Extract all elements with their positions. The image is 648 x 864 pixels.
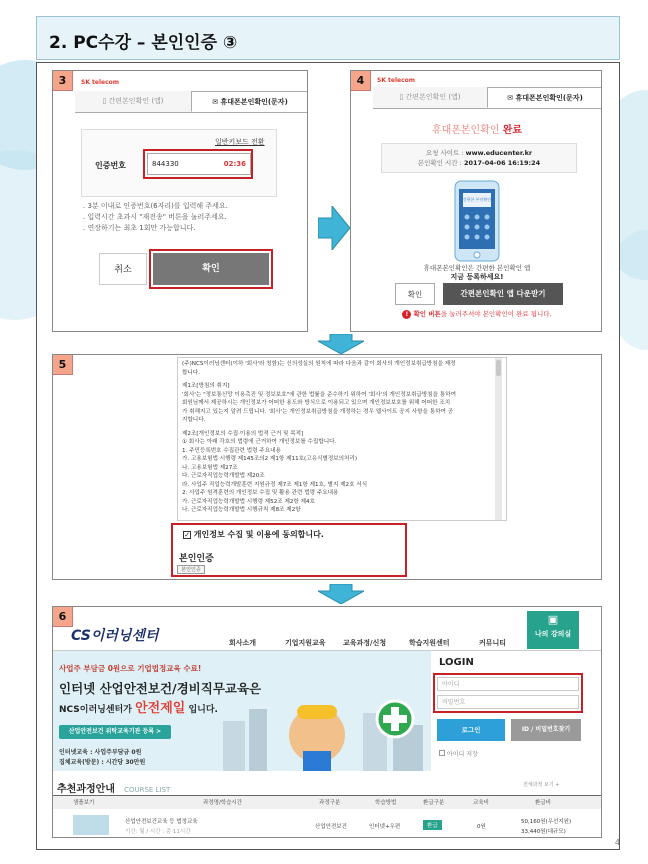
verify-button[interactable]: 본인인증 (177, 565, 205, 574)
ok-button[interactable]: 확인 (395, 283, 435, 305)
complete-title: 휴대폰본인확인 완료 (431, 125, 523, 136)
alert-icon: ! (402, 310, 411, 319)
refund-badge: 환급 (423, 820, 442, 830)
sk-logo: SK telecom (377, 77, 416, 84)
step3-panel (52, 70, 308, 332)
banner-info-1: 인터넷교육 : 사업주부담금 0원 (59, 749, 142, 756)
save-id-checkbox[interactable] (439, 750, 445, 756)
terms-line: ① 회사는 아래 각호의 법령에 근거하여 개인정보를 수집합니다. (182, 439, 337, 445)
mail-icon: ✉ (507, 94, 516, 102)
page-header (36, 16, 620, 60)
keyboard-switch-link[interactable]: 일반키보드 전환 (215, 138, 265, 146)
phone-illustration (451, 179, 503, 263)
course-heading: 추천과정안내 COURSE LIST (57, 784, 171, 795)
info-box (381, 143, 577, 173)
mail-icon: ✉ (212, 98, 221, 106)
safety-cross-icon (375, 699, 415, 739)
find-account-button[interactable]: ID / 비밀번호찾기 (511, 719, 581, 741)
terms-line: 2. 사업주 원격훈련의 개인정보 수집 및 활용 관련 법령 주요내용 (182, 490, 339, 496)
arrow-down-icon (318, 334, 364, 354)
confirm-highlight (149, 249, 273, 289)
tab-app-auth[interactable]: ▯ 간편본인확인 (앱) (373, 87, 487, 108)
terms-line: 가. 고용보험법 시행령 제145조의2 제1항 제11호(고유식별정보의처리) (182, 456, 358, 462)
note-2: . 입력시간 초과시 "재전송" 버튼을 눌러주세요. (83, 213, 227, 221)
site-line: 요청 사이트 : www.educenter.kr (425, 149, 533, 157)
scroll-thumb[interactable] (496, 360, 501, 376)
terms-text (182, 360, 494, 515)
step4-panel (350, 70, 602, 332)
agree-label: 개인정보 수집 및 이용에 동의합니다. (193, 530, 324, 539)
login-title: LOGIN (439, 657, 474, 668)
terms-line: 다. 근로자직업능력개발법 제20조 (182, 473, 265, 479)
complete-emphasis: 완료 (502, 125, 523, 136)
note-1: . 3분 이내로 인증번호(6자리)를 입력해 주세요. (83, 202, 228, 210)
terms-line: (주)NCS이러닝센터(이하 '회사'라 칭함)는 신의성실의 원칙에 따라 다음과 같이 회사의 개인정보취급방침을 제정 (182, 361, 456, 367)
note-3: . 연장하기는 최초 1회만 가능합니다. (83, 224, 196, 232)
terms-line: 나. 고용보험법 제27조 (182, 464, 238, 471)
notes-list (83, 201, 303, 234)
step-badge: 5 (53, 355, 73, 375)
save-id-row: 아이디 저장 (439, 749, 478, 758)
book-icon: ▣ (547, 613, 559, 626)
nav-item[interactable]: 교육과정/신청 (343, 639, 387, 647)
tab-sms-auth[interactable]: ✉ 휴대폰본인확인(문자) (487, 87, 602, 108)
arrow-right-icon (318, 206, 350, 250)
banner-line-1: 사업주 부담금 0원으로 기업법정교육 수료! (59, 664, 202, 673)
phone-screen-text: 간편한 본인확인 (462, 197, 492, 202)
id-input[interactable]: 아이디 (437, 677, 579, 691)
step5-panel (52, 354, 602, 580)
terms-line: 나. 근로자직업능력개발법 시행규칙 제8조 제2항 (182, 507, 301, 513)
course-thumbnail (73, 815, 109, 835)
time-line: 본인확인 시간 : 2017-04-06 16:19:24 (417, 159, 541, 167)
terms-line: 지합니다. (182, 417, 206, 423)
confirm-button[interactable]: 확인 (153, 253, 269, 285)
terms-line: 가. 근로자직업능력개발법 시행령 제52조 제2항 제4호 (182, 498, 315, 505)
terms-line: 제1조[방침의 취지] (182, 383, 230, 389)
sk-logo: SK telecom (81, 79, 120, 86)
phone-icon: ▯ (399, 93, 406, 101)
step-badge: 6 (53, 607, 73, 627)
my-classroom-button[interactable]: ▣ 나의 강의실 (527, 611, 579, 649)
step-badge: 4 (351, 71, 371, 91)
banner-info-2: 집체교육(방문) : 시간당 30만원 (59, 759, 146, 766)
nav-item[interactable]: 회사소개 (229, 639, 257, 647)
auth-tabs (373, 87, 602, 109)
section-title: 본인인증 (179, 554, 214, 564)
step6-panel (52, 606, 602, 838)
terms-line: 제2조[개인정보의 수집·이용의 법적 근거 및 목적] (182, 430, 304, 437)
course-more-link[interactable]: 전체과정 보기 + (523, 782, 560, 788)
login-highlight (433, 673, 583, 713)
tab-app-auth[interactable]: ▯ 간편본인확인 (앱) (75, 91, 191, 112)
terms-line: '회사'는 "정보통신망 이용촉진 및 정보보호"에 관한 법률을 준수하기 위하여 '회사'의 개인정보취급방침을 통하여 (182, 391, 457, 398)
promo-line-1: 휴대폰본인확인은 간편한 본인확인 앱 (423, 264, 531, 272)
login-button[interactable]: 로그인 (437, 719, 505, 741)
banner-line-2: 인터넷 산업안전보건/경비직무교육은 (59, 681, 262, 696)
table-row[interactable]: 산업안전보건교육 등 법정교육 기간: 월 / 시간 : 총 11시간 산업안전보건 인터넷+우편 환급 0원 50,160원(우선지원) 33,440원(대규모) (53, 811, 602, 838)
download-app-button[interactable]: 간편본인확인 앱 다운받기 (443, 283, 563, 305)
arrow-down-icon (318, 584, 364, 604)
password-input[interactable]: 비밀번호 (437, 695, 579, 709)
main-banner (53, 651, 431, 771)
auth-tabs (75, 91, 308, 113)
terms-line: 합니다. (182, 369, 200, 376)
banner-line-3: NCS이러닝센터가 안전제일 입니다. (59, 701, 218, 716)
page-title: 2. PC수강 – 본인인증 ③ (49, 33, 238, 53)
agree-highlight (171, 523, 407, 577)
notice-line: ! 확인 버튼을 눌러주셔야 본인확인이 완료 됩니다. (351, 309, 602, 319)
code-value: 844330 (152, 160, 179, 168)
page-number: 4 (614, 838, 620, 847)
phone-icon: ▯ (102, 97, 109, 105)
course-header-row: 샘플보기 과정명/학습시간 과정구분 학습방법 환급구분 교육비 환급비 (53, 795, 602, 809)
cancel-button[interactable]: 취소 (99, 253, 147, 285)
step-badge: 3 (53, 71, 73, 91)
site-logo[interactable]: CS이러닝센터 (71, 628, 159, 644)
terms-line: 라. 사업주 직업능력개발훈련 지원규정 제7조 제1항 제1호, 별지 제2호 서식 (182, 481, 368, 488)
code-label: 인증번호 (95, 161, 126, 170)
nav-item[interactable]: 학습지원센터 (409, 639, 450, 647)
nav-item[interactable]: 기업지원교육 (285, 639, 326, 647)
banner-register-button[interactable]: 산업안전보건 위탁교육기관 등록 > (59, 725, 171, 739)
code-timer: 02:36 (223, 160, 246, 168)
agree-checkbox[interactable]: ✓ (184, 531, 190, 539)
terms-box (177, 357, 507, 521)
terms-line: 회원님께서 제공하시는 개인정보가 어떠한 용도와 방식으로 이용되고 있으며 개인정보보호를 위해 어떠한 조치 (182, 400, 451, 406)
terms-scrollbar[interactable] (495, 358, 502, 520)
terms-line: 1. 주민등록번호 수집관련 법령 주요내용 (182, 447, 281, 454)
terms-line: 가 취해지고 있는지 알려 드립니다. '회사'는 개인정보취급방침을 개정하는 경우 웹사이트 공지 사항을 통하여 공 (182, 408, 454, 415)
promo-line-2: 지금 등록하세요! (450, 273, 504, 281)
code-highlight (143, 149, 253, 179)
tab-sms-auth[interactable]: ✉ 휴대폰본인확인(문자) (191, 91, 308, 112)
nav-item[interactable]: 커뮤니티 (479, 639, 507, 647)
